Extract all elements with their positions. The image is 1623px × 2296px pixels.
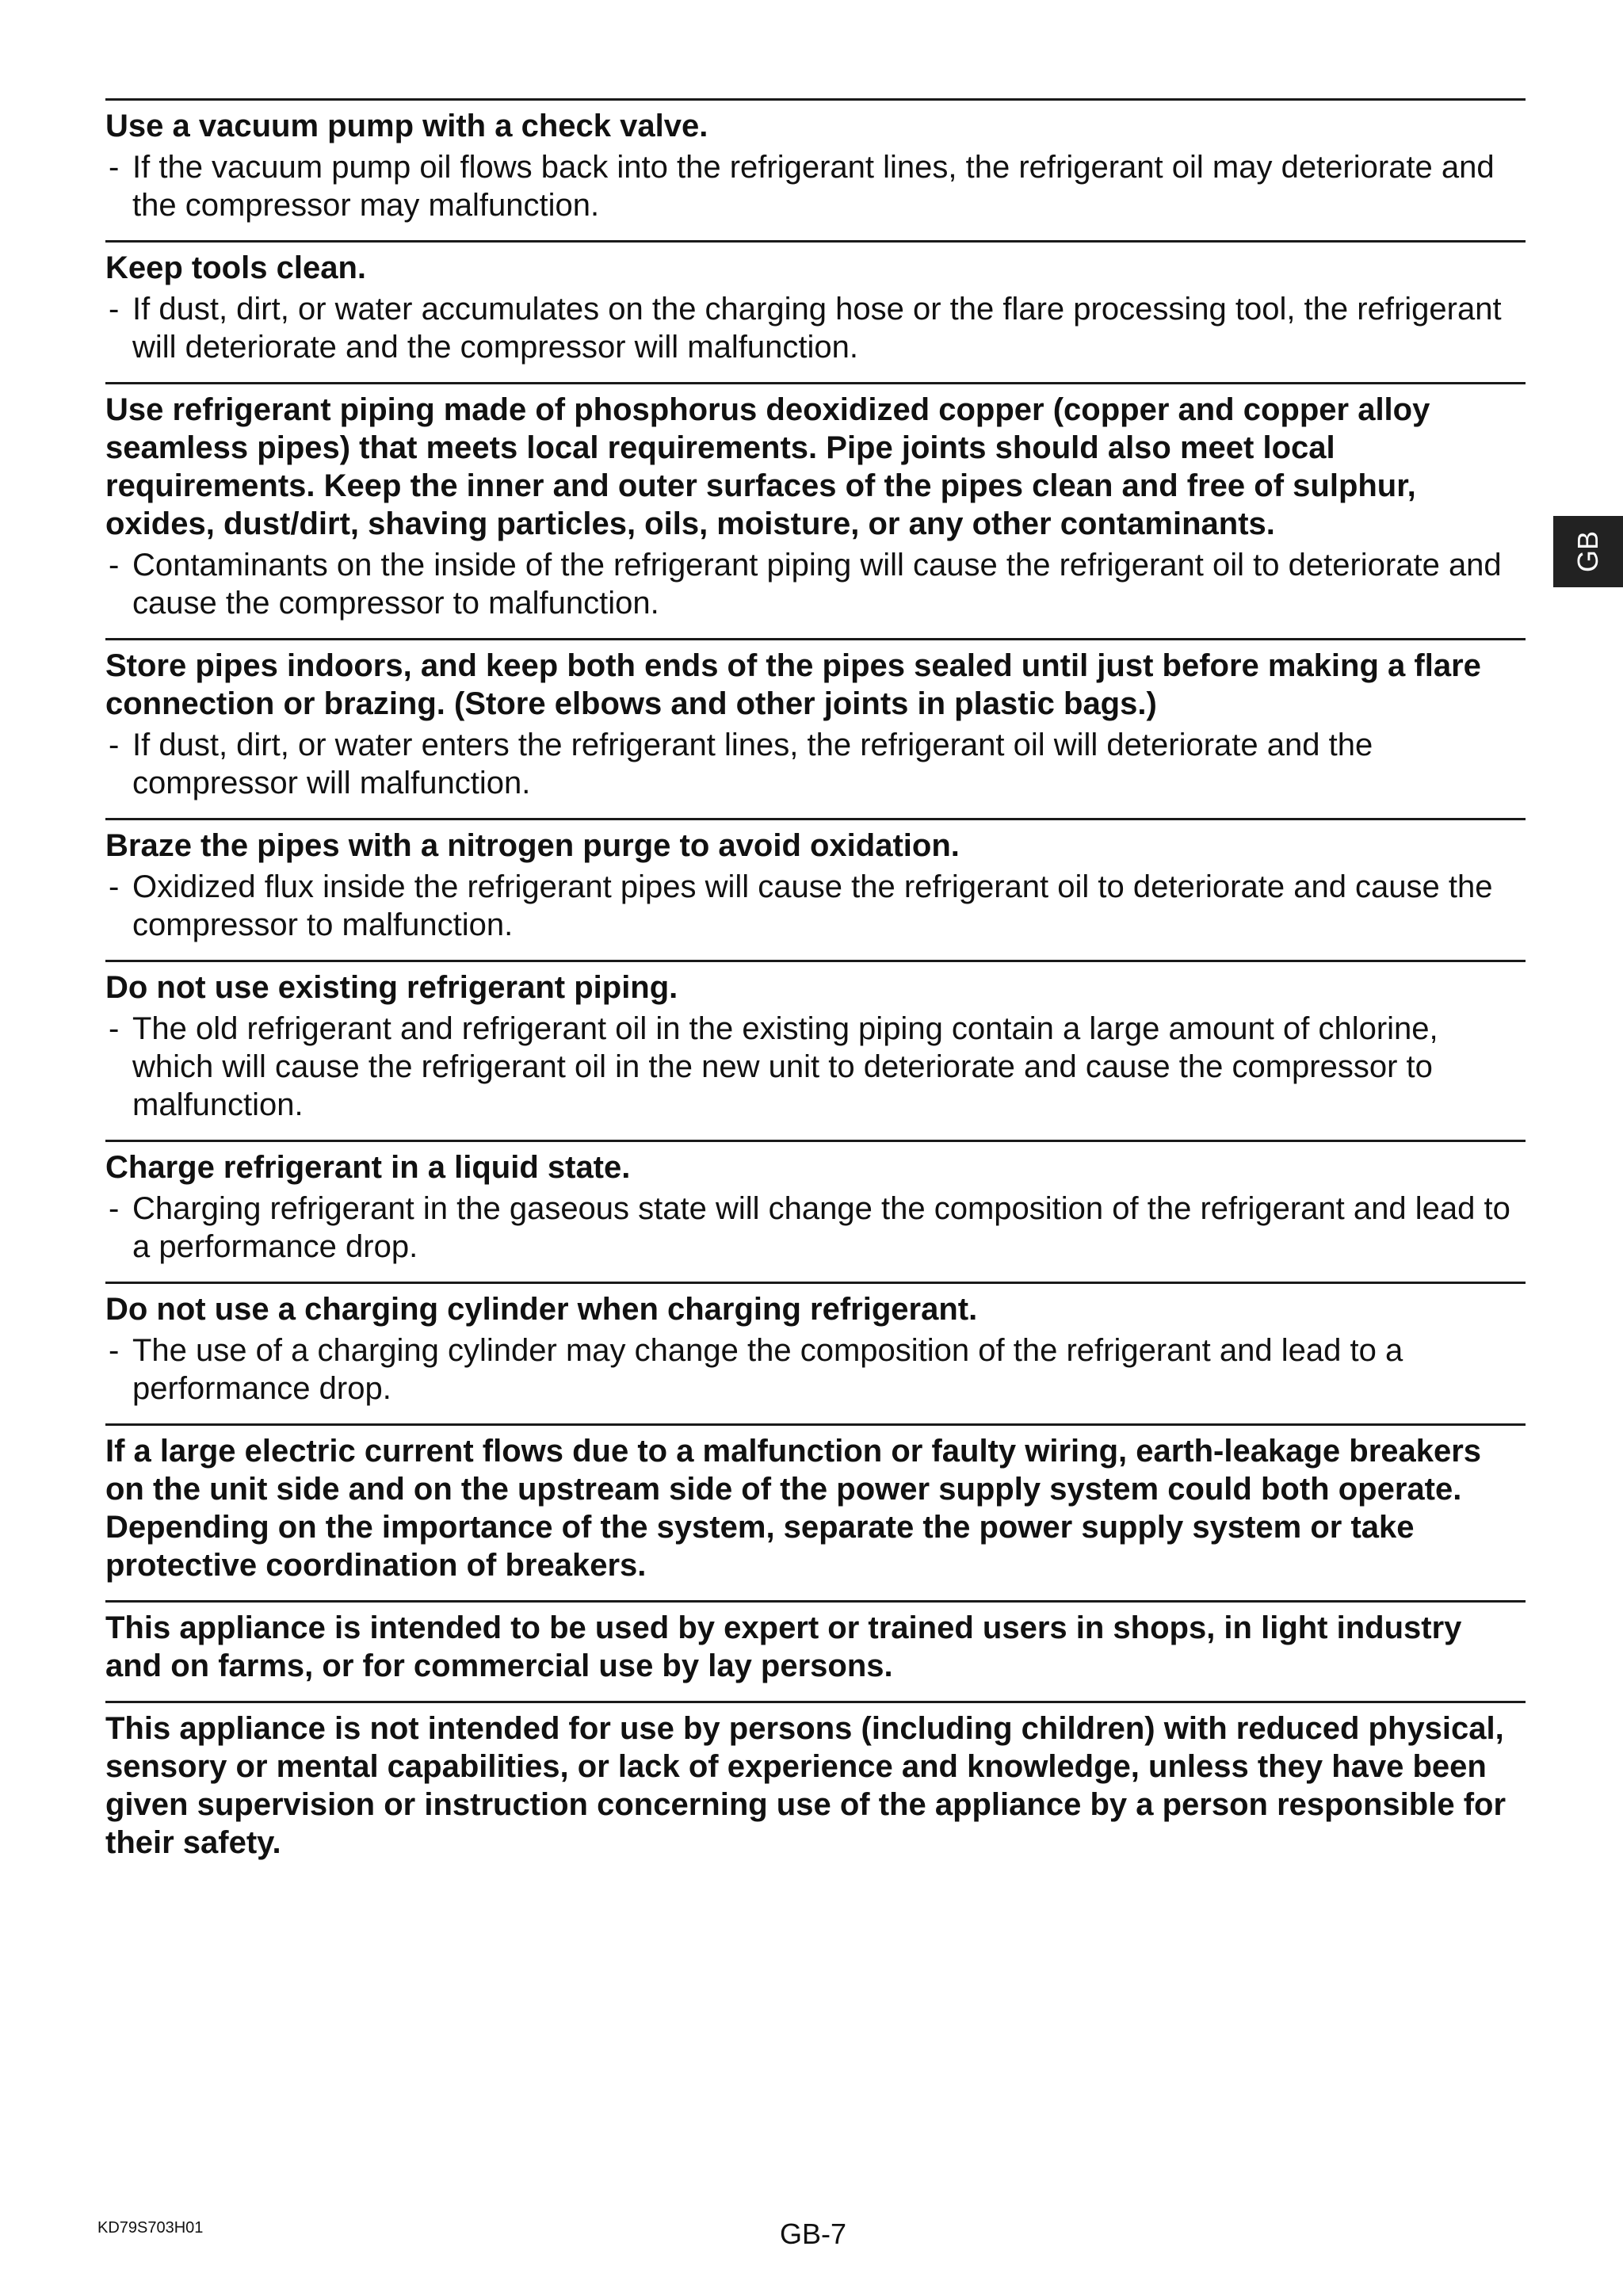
section-vacuum-pump [105,98,1526,240]
note-dash: - [109,728,120,762]
note-text: If the vacuum pump oil flows back into the refrigerant lines, the refrigerant oil may deteriorate and the compressor may malfunction. [132,150,1495,223]
section-existing-piping [105,960,1526,1140]
note-text: If dust, dirt, or water accumulates on the charging hose or the flare processing tool, the refrigerant will deteriorate and the compressor will malfunction. [132,292,1502,365]
section-heading: This appliance is intended to be used by expert or trained users in shops, in light industry and on farms, or for commercial use by lay persons. [105,1610,1462,1683]
section-heading: This appliance is not intended for use by persons (including children) with reduced physical, sensory or mental capabilities, or lack of experience and knowledge, unless they have been given supervision or instruction concerning use of the appliance by a person responsible for their safety. [105,1711,1507,1860]
section-note [109,726,1526,802]
section-store-pipes [105,638,1526,818]
section-heading: Braze the pipes with a nitrogen purge to avoid oxidation. [105,828,960,863]
section-note [109,1010,1526,1124]
note-dash: - [109,869,120,904]
section-copper-piping [105,382,1526,638]
language-tab [1553,516,1623,587]
section-charging-cylinder [105,1282,1526,1423]
page-number: GB-7 [780,2218,847,2250]
section-keep-tools-clean [105,240,1526,382]
section-heading: Use a vacuum pump with a check valve. [105,109,708,143]
note-dash: - [109,292,120,327]
section-heading: Use refrigerant piping made of phosphorus deoxidized copper (copper and copper alloy seamless pipes) that meets local requirements. Pipe joints should also meet local requirements. Keep the inner and outer surfaces of the pipes clean and free of sulphur, oxides, dust/dirt, shaving particles, oils, moisture, or any other contaminants. [105,392,1430,541]
section-not-intended-for [105,1701,1526,1878]
section-nitrogen-purge [105,818,1526,960]
note-dash: - [109,1333,120,1368]
note-text: Contaminants on the inside of the refrigerant piping will cause the refrigerant oil to deteriorate and cause the compressor to malfunction. [132,548,1502,621]
note-text: Charging refrigerant in the gaseous state will change the composition of the refrigerant and lead to a performance drop. [132,1191,1510,1264]
note-text: If dust, dirt, or water enters the refrigerant lines, the refrigerant oil will deteriorate and the compressor will malfunction. [132,728,1373,800]
section-heading: Do not use a charging cylinder when charging refrigerant. [105,1292,978,1327]
section-earth-leakage-breakers [105,1423,1526,1600]
section-heading: Charge refrigerant in a liquid state. [105,1150,631,1185]
section-note [109,1190,1526,1266]
note-text: The old refrigerant and refrigerant oil in the existing piping contain a large amount of chlorine, which will cause the refrigerant oil in the new unit to deteriorate and cause the compressor to malfunction. [132,1011,1438,1122]
document-body [105,98,1526,1878]
note-text: The use of a charging cylinder may change the composition of the refrigerant and lead to a performance drop. [132,1333,1403,1406]
note-dash: - [109,548,120,583]
section-note [109,868,1526,944]
note-dash: - [109,1191,120,1226]
note-dash: - [109,1011,120,1046]
note-text: Oxidized flux inside the refrigerant pipes will cause the refrigerant oil to deteriorate and cause the compressor to malfunction. [132,869,1493,942]
section-heading: Keep tools clean. [105,250,366,285]
section-intended-users [105,1600,1526,1701]
note-dash: - [109,150,120,185]
section-heading: Store pipes indoors, and keep both ends of the pipes sealed until just before making a flare connection or brazing. (Store elbows and other joints in plastic bags.) [105,648,1481,721]
language-tab-label: GB [1571,530,1604,573]
section-note [109,148,1526,224]
section-heading: If a large electric current flows due to a malfunction or faulty wiring, earth-leakage breakers on the unit side and on the upstream side of the power supply system could both operate. Depending on the importance of the system, separate the power supply system or take protective coordination of breakers. [105,1434,1482,1583]
section-note [109,1331,1526,1408]
section-heading: Do not use existing refrigerant piping. [105,970,678,1005]
section-note [109,290,1526,366]
section-liquid-charge [105,1140,1526,1282]
document-code: KD79S703H01 [97,2219,204,2237]
section-note [109,546,1526,622]
